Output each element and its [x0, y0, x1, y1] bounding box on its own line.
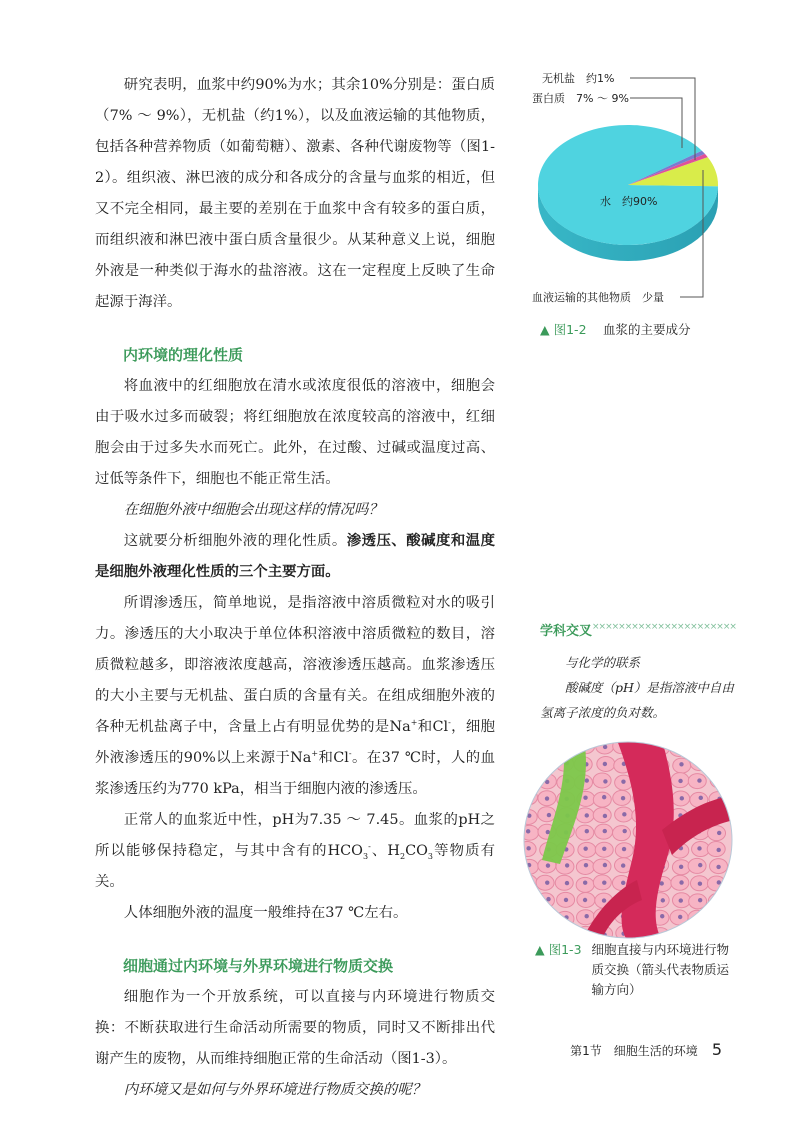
cell-nucleus	[679, 932, 683, 936]
page-number: 5	[711, 1040, 722, 1059]
tissue-cell	[555, 875, 573, 890]
cell-nucleus	[621, 796, 625, 800]
cell-nucleus	[697, 762, 701, 766]
cross-discipline-divider: ××××××××××××××××××××××	[592, 622, 736, 632]
tissue-cell	[707, 842, 725, 857]
cell-nucleus	[527, 881, 531, 885]
plasma-pie-chart	[520, 60, 750, 320]
tissue-cell	[613, 826, 631, 841]
cell-nucleus	[546, 830, 550, 834]
cell-nucleus	[584, 744, 588, 748]
paragraph-temperature: 人体细胞外液的温度一般维持在37 ℃左右。	[123, 905, 408, 921]
cell-nucleus	[603, 779, 607, 783]
question-exchange: 内环境又是如何与外界环境进行物质交换的呢？	[123, 1082, 427, 1098]
tissue-cell	[538, 757, 556, 772]
paragraph-open-system: 细胞作为一个开放系统，可以直接与内环境进行物质交换：不断获取进行生命活动所需要的物质，同时又不断排出代谢产生的废物，从而维持细胞正常的生命活动（图1-3）。	[95, 989, 495, 1067]
cell-nucleus	[546, 863, 550, 867]
cell-nucleus	[527, 914, 531, 918]
cell-nucleus	[698, 915, 702, 919]
cell-nucleus	[697, 778, 701, 782]
cell-nucleus	[621, 779, 625, 783]
cell-nucleus	[546, 762, 550, 766]
cell-nucleus	[545, 880, 549, 884]
tissue-cell	[577, 740, 595, 754]
cell-nucleus	[546, 932, 550, 936]
cell-nucleus	[526, 931, 530, 935]
cell-nucleus	[584, 914, 588, 918]
cell-nucleus	[564, 931, 568, 935]
tissue-cell	[593, 792, 611, 807]
cell-nucleus	[679, 880, 683, 884]
cell-nucleus	[697, 745, 701, 749]
tissue-cell	[557, 740, 575, 755]
paragraph-osmotic-pressure: 所谓渗透压，简单地说，是指溶液中溶质微粒对水的吸引力。渗透压的大小取决于单位体积溶液中溶质微粒的数目，溶质微粒越多，即溶液浓度越高，溶液渗透压越高。血浆渗透压的大小主要与无机盐、蛋白质的含量有关。在组成细胞外液的各种无机盐离子中，含量上占有明显优势的是Na+和Cl-，细胞外液渗透压的90%以上来源于Na+和Cl-。在37 ℃时，人的血浆渗透压约为770 kPa，相当于细胞内液的渗透压。	[95, 595, 495, 797]
tissue-cell	[688, 858, 706, 873]
tissue-cell	[708, 826, 726, 841]
cell-nucleus	[564, 898, 568, 902]
tissue-cell	[707, 876, 725, 891]
cell-nucleus	[698, 932, 702, 936]
tissue-cell	[711, 909, 729, 924]
cell-nucleus	[679, 762, 683, 766]
cell-nucleus	[698, 863, 702, 867]
cell-nucleus	[716, 778, 720, 782]
cell-nucleus	[583, 796, 587, 800]
heading-exchange: 细胞通过内环境与外界环境进行物质交换	[123, 957, 394, 975]
tissue-cell	[522, 894, 538, 909]
cell-nucleus	[583, 881, 587, 885]
tissue-cell	[522, 875, 537, 890]
cell-nucleus	[661, 898, 665, 902]
tissue-cell	[522, 926, 538, 940]
cell-nucleus	[716, 898, 720, 902]
cell-nucleus	[621, 863, 625, 867]
pie-slices	[538, 125, 718, 245]
cell-nucleus	[526, 898, 530, 902]
paragraph-three-aspects: 这就要分析细胞外液的理化性质。渗透压、酸碱度和温度是细胞外液理化性质的三个主要方面。	[95, 533, 495, 580]
cell-nucleus	[622, 847, 626, 851]
tissue-cell	[691, 928, 709, 940]
cell-nucleus	[678, 915, 682, 919]
tissue-cell	[522, 909, 537, 924]
cell-nucleus	[698, 898, 702, 902]
cell-nucleus	[679, 744, 683, 748]
cell-nucleus	[718, 931, 722, 935]
cell-nucleus	[699, 796, 703, 800]
cell-nucleus	[603, 814, 607, 818]
tissue-cell	[708, 757, 726, 772]
tissue-cell	[522, 740, 537, 755]
cell-nucleus	[583, 846, 587, 850]
cell-nucleus	[547, 813, 551, 817]
cell-nucleus	[621, 881, 625, 885]
label-other: 血液运输的其他物质 少量	[532, 291, 664, 304]
cell-nucleus	[660, 914, 664, 918]
tissue-cell	[538, 740, 556, 755]
cross-discipline-body: 与化学的联系 酸碱度（pH）是指溶液中自由氢离子浓度的负对数。	[540, 655, 734, 720]
tissue-cell	[708, 740, 726, 755]
cell-nucleus	[585, 813, 589, 817]
cell-nucleus	[546, 914, 550, 918]
cell-nucleus	[584, 931, 588, 935]
cell-nucleus	[716, 865, 720, 869]
cell-nucleus	[584, 863, 588, 867]
cell-nucleus	[602, 847, 606, 851]
cell-nucleus	[678, 779, 682, 783]
cell-nucleus	[585, 778, 589, 782]
paragraph-ph: 正常人的血浆近中性，pH为7.35 ～ 7.45。血浆的pH之所以能够保持稳定，与其中含有的$HCO_3^-$、$H_2CO_3$等物质有关。	[95, 812, 495, 890]
label-water: 水 约90%	[600, 195, 658, 208]
cell-nucleus	[602, 880, 606, 884]
label-protein: 蛋白质 7% ～ 9%	[532, 92, 629, 105]
tissue-cell	[593, 859, 611, 874]
cell-nucleus	[526, 744, 530, 748]
tissue-cell	[593, 808, 611, 823]
page-footer	[570, 1040, 722, 1059]
tissue-cell	[522, 790, 537, 805]
tissue-cell	[538, 807, 556, 822]
cell-nucleus	[679, 898, 683, 902]
cell-nucleus	[526, 846, 530, 850]
figure-caption-1-2: ▲ 图1-2 血浆的主要成分	[540, 322, 691, 337]
cell-exchange-illustration	[522, 740, 734, 940]
cell-nucleus	[716, 848, 720, 852]
cell-nucleus	[717, 762, 721, 766]
cell-nucleus	[565, 863, 569, 867]
tissue-cell	[690, 740, 708, 754]
cell-nucleus	[526, 829, 530, 833]
cell-nucleus	[603, 745, 607, 749]
tissue-cell	[536, 911, 554, 926]
cell-nucleus	[623, 829, 627, 833]
cell-nucleus	[603, 829, 607, 833]
tissue-cell	[710, 773, 728, 788]
figure-caption-1-3: ▲ 图1-3 细胞直接与内环境进行物质交换（箭头代表物质运输方向）	[535, 942, 730, 997]
tissue-cell	[707, 928, 725, 940]
label-salt: 无机盐 约1%	[542, 72, 615, 85]
cell-nucleus	[697, 846, 701, 850]
cell-nucleus	[717, 831, 721, 835]
cell-nucleus	[583, 898, 587, 902]
tissue-cell	[576, 825, 594, 840]
paragraph-red-cells: 将血液中的红细胞放在清水或浓度很低的溶液中，细胞会由于吸水过多而破裂；将红细胞放在浓度较高的溶液中，红细胞会由于过多失水而死亡。此外，在过酸、过碱或温度过高、过低等条件下，细胞也不能正常生活。	[95, 378, 495, 487]
cell-nucleus	[603, 863, 607, 867]
cell-nucleus	[718, 915, 722, 919]
tissue-cell	[522, 758, 536, 773]
main-text-column	[95, 70, 495, 1106]
tissue-cell	[559, 928, 577, 940]
cell-nucleus	[603, 762, 607, 766]
tissue-cell	[522, 775, 536, 790]
cell-nucleus	[602, 795, 606, 799]
tissue-cell	[688, 774, 706, 789]
cell-nucleus	[545, 746, 549, 750]
cell-nucleus	[679, 865, 683, 869]
cell-nucleus	[526, 779, 530, 783]
cell-nucleus	[527, 795, 531, 799]
cell-nucleus	[622, 812, 626, 816]
cell-nucleus	[680, 796, 684, 800]
tissue-cell	[593, 773, 611, 788]
tissue-cell	[538, 928, 556, 940]
tissue-cell	[708, 893, 726, 908]
cell-nucleus	[564, 745, 568, 749]
triangle-icon: ▲	[535, 942, 545, 957]
cell-nucleus	[698, 882, 702, 886]
triangle-icon: ▲	[540, 322, 550, 337]
cell-nucleus	[545, 796, 549, 800]
cross-discipline-title: 学科交叉	[540, 624, 593, 639]
cell-nucleus	[585, 829, 589, 833]
paragraph-plasma-composition: 研究表明，血浆中约90%为水；其余10%分别是：蛋白质（7% ～ 9%），无机盐（约1%），以及血液运输的其他物质，包括各种营养物质（如葡萄糖）、激素、各种代谢废物等（图1-2）。组织液、淋巴液的成分和各成分的含量与血浆的相近，但又不完全相同，最主要的差别在于血浆中含有较多的蛋白质，而组织液和淋巴液中蛋白质含量很少。从某种意义上说，细胞外液是一种类似于海水的盐溶液。这在一定程度上反映了生命起源于海洋。	[95, 77, 495, 310]
heading-physicochemical: 内环境的理化性质	[123, 346, 244, 364]
footer-section: 第1节 细胞生活的环境	[570, 1044, 698, 1058]
cell-nucleus	[565, 881, 569, 885]
cell-nucleus	[716, 746, 720, 750]
cell-nucleus	[602, 898, 606, 902]
question-extracellular: 在细胞外液中细胞会出现这样的情况吗？	[123, 502, 383, 518]
cell-nucleus	[527, 761, 531, 765]
cell-nucleus	[546, 897, 550, 901]
